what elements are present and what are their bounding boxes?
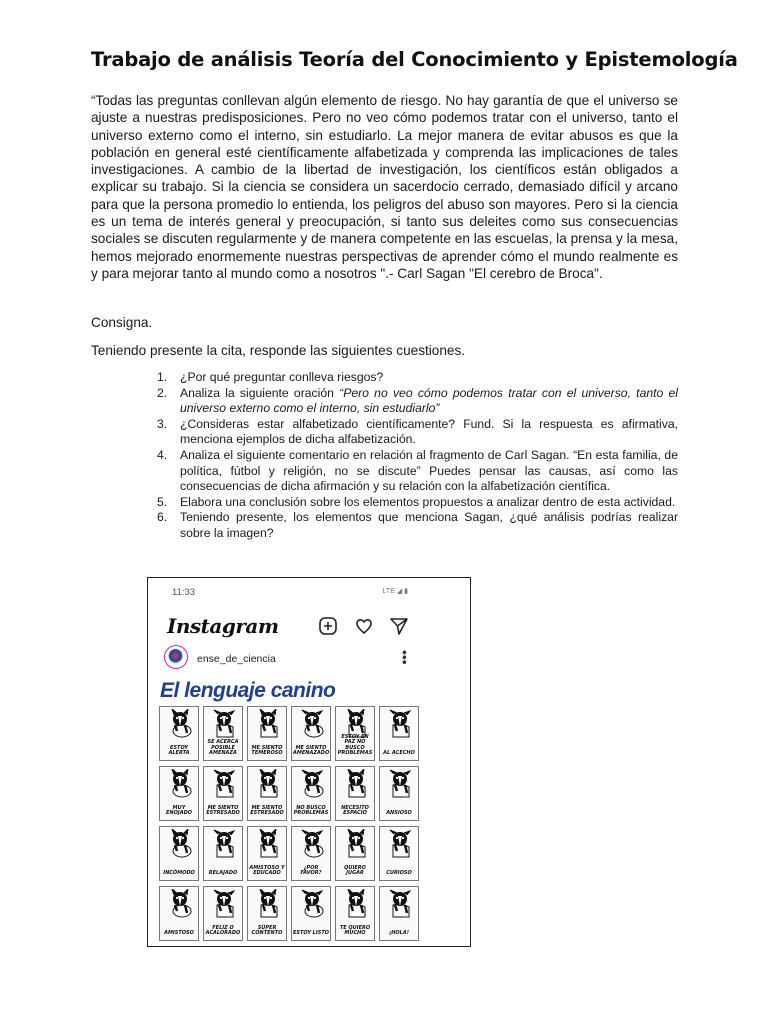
dog-card-label: ¡HOLA! — [388, 930, 410, 937]
dog-card-label: ME SIENTO ESTRESADO — [250, 804, 284, 817]
dog-card-label: RELAJADO — [208, 870, 238, 877]
dog-icon — [209, 829, 239, 861]
dog-card — [291, 706, 331, 761]
question-number: 5. — [157, 494, 168, 509]
document-title: Trabajo de análisis Teoría del Conocimiento y Epistemología — [91, 48, 738, 71]
dog-icon — [165, 889, 195, 921]
questions-list — [91, 370, 678, 542]
dog-card — [247, 766, 287, 821]
dog-card-label: MUY ENOJADO — [166, 804, 192, 817]
question-number: 1. — [157, 370, 168, 384]
dog-icon — [385, 769, 415, 801]
sagan-quote: “Todas las preguntas conllevan algún elemento de riesgo. No hay garantía de que el universo se ajuste a nuestras predisposiciones. Pero no veo cómo podemos tratar con el universo, tanto el universo externo como el interno, sin estudiarlo. La mejor manera de evitar abusos es que la población en general esté científicamente alfabetizada y comprenda las implicaciones de tales investigaciones. A cambio de la libertad de investigación, los científicos están obligados a explicar su trabajo. Si la ciencia se considera un sacerdocio cerrado, demasiado difícil y arcano para que la persona promedio lo entienda, los peligros del abuso son mayores. Pero si la ciencia es un tema de interés general y preocupación, si tanto sus deleites como sus consecuencias sociales se discuten regularmente y de manera competente en las escuelas, la prensa y la mesa, hemos mejorado enormemente nuestras perspectivas de aprender cómo el mundo realmente es y para mejorar tanto al mundo como a nosotros ".- Carl Sagan "El cerebro de Broca". — [91, 93, 678, 281]
question-text: Analiza el siguiente comentario en relación al fragmento de Carl Sagan. “En esta familia, de política, fútbol y religión, no se discute” Puedes pensar las causas, así como las consecuencias de dicha afirmación y su relación con la alfabetización científica. — [180, 447, 678, 494]
dog-icon — [297, 769, 327, 801]
dog-card-label: AMISTOSO — [164, 930, 194, 937]
dog-card-label: ME SIENTO TEMEROSO — [251, 744, 283, 757]
dog-card-label: AMISTOSO Y EDUCADO — [249, 864, 285, 877]
question-item — [91, 370, 678, 386]
question-text: Teniendo presente, los elementos que menciona Sagan, ¿qué análisis podrías realizar sobre la imagen? — [180, 510, 678, 540]
dog-card — [335, 766, 375, 821]
instructions-intro: Teniendo presente la cita, responde las siguientes cuestiones. — [91, 343, 466, 358]
dog-card — [247, 826, 287, 881]
dog-icon — [385, 829, 415, 861]
question-number: 6. — [157, 510, 168, 525]
dog-card-label: ME SIENTO ESTRESADO — [206, 804, 240, 817]
dog-card-label: QUIERO JUGAR — [344, 864, 366, 877]
dog-icon — [209, 769, 239, 801]
question-item — [91, 495, 678, 511]
post-title: El lenguaje canino — [160, 679, 336, 702]
dog-card-label: SE ACERCA POSIBLE AMENAZA — [207, 739, 239, 757]
dog-card-label: AL ACECHO — [383, 750, 415, 757]
dog-card-label: TE QUIERO MUCHO — [339, 924, 371, 937]
dog-card — [203, 826, 243, 881]
dog-card-label: FELIZ O ACALORADO — [205, 924, 241, 937]
dog-card — [379, 706, 419, 761]
dog-icon — [385, 709, 415, 741]
dog-card-label: ME SIENTO AMENAZADO — [293, 744, 330, 757]
dog-card-label: ESTOY EN PAZ NO BUSCO PROBLEMAS — [337, 733, 373, 757]
question-text: ¿Por qué preguntar conlleva riesgos? — [180, 370, 384, 384]
question-item — [91, 386, 678, 417]
add-post-icon[interactable] — [318, 616, 338, 636]
dog-card — [335, 706, 375, 761]
more-icon[interactable]: ••• — [397, 650, 413, 665]
dog-card — [203, 706, 243, 761]
dog-icon — [165, 829, 195, 861]
dog-card-label: NO BUSCO PROBLEMAS — [293, 804, 329, 817]
question-item — [91, 448, 678, 495]
question-item — [91, 417, 678, 448]
dog-icon — [297, 889, 327, 921]
status-icons: LTE ◢ ▮ — [382, 588, 408, 595]
dog-card — [203, 766, 243, 821]
dog-card — [159, 886, 199, 941]
dog-icon — [253, 769, 283, 801]
dog-card — [335, 826, 375, 881]
dog-icon — [253, 889, 283, 921]
question-number: 3. — [157, 416, 168, 431]
question-quote: “Pero no veo cómo podemos tratar con el universo, tanto el universo externo como el interno, sin estudiarlo” — [180, 385, 679, 416]
dog-card — [247, 706, 287, 761]
dog-card — [291, 826, 331, 881]
avatar[interactable] — [164, 645, 188, 669]
dog-card-label: ESTOY ALERTA — [168, 744, 190, 757]
dog-icon — [209, 889, 239, 921]
status-time: 11:33 — [172, 587, 196, 598]
question-text: Elabora una conclusión sobre los elementos propuestos a analizar dentro de esta actividad. — [180, 494, 676, 509]
dog-card-label: ESTOY LISTO — [293, 930, 329, 937]
dog-icon — [341, 889, 371, 921]
dog-card — [247, 886, 287, 941]
dog-card — [159, 706, 199, 761]
heart-icon[interactable] — [354, 616, 374, 636]
dog-icon — [165, 709, 195, 741]
dog-card-label: NECESITO ESPACIO — [341, 804, 369, 817]
dog-card-label: SÚPER CONTENTO — [251, 924, 283, 937]
dog-card — [379, 886, 419, 941]
dog-card — [159, 766, 199, 821]
dog-icon — [297, 709, 327, 741]
dog-icon — [165, 769, 195, 801]
dog-icon — [385, 889, 415, 921]
dog-icon — [253, 829, 283, 861]
dog-card — [291, 766, 331, 821]
question-text: Analiza la siguiente oración — [180, 385, 340, 400]
consigna-heading: Consigna. — [91, 315, 153, 330]
dog-icon — [253, 709, 283, 741]
dog-icon — [297, 829, 327, 861]
dog-icon — [341, 769, 371, 801]
instagram-screenshot — [147, 577, 471, 947]
dog-card — [159, 826, 199, 881]
dog-card — [203, 886, 243, 941]
dog-icon — [209, 709, 239, 741]
instagram-logo: Instagram — [167, 614, 279, 638]
dog-card — [335, 886, 375, 941]
send-icon[interactable] — [389, 616, 409, 636]
dog-card-label: ANSIOSO — [386, 810, 412, 817]
username[interactable]: ense_de_ciencia — [197, 653, 276, 665]
dog-icon — [341, 829, 371, 861]
dog-card — [379, 826, 419, 881]
dog-card-label: INCÓMODO — [163, 870, 195, 877]
question-item — [91, 510, 678, 541]
dog-card — [291, 886, 331, 941]
question-text: ¿Consideras estar alfabetizado científicamente? Fund. Si la respuesta es afirmativa, menciona ejemplos de dicha alfabetización. — [180, 416, 678, 447]
dog-card-label: ¿POR FAVOR? — [300, 864, 322, 877]
dog-card — [379, 766, 419, 821]
question-number: 4. — [157, 447, 168, 462]
question-number: 2. — [157, 385, 168, 400]
dog-card-label: CURIOSO — [386, 870, 412, 877]
